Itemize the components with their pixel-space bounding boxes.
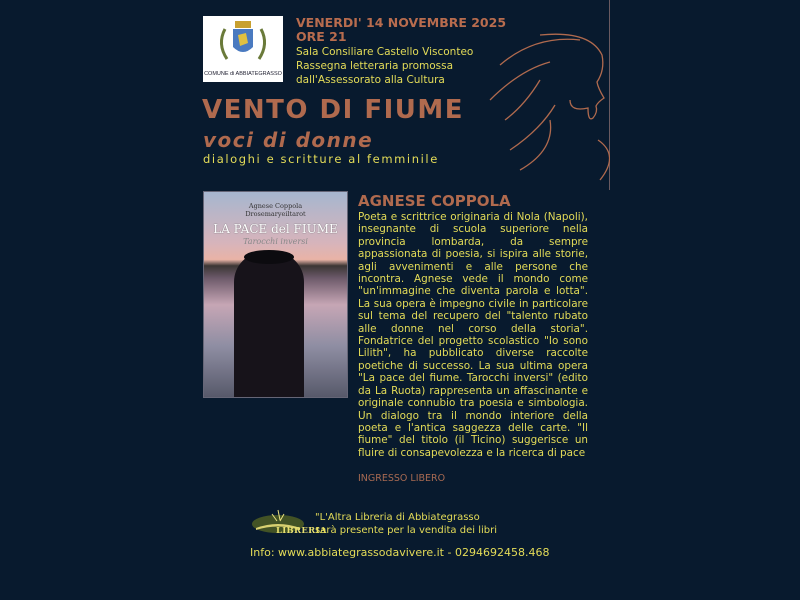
cover-subtitle: Tarocchi inversi: [243, 237, 308, 246]
event-venue: Sala Consiliare Castello Visconteo: [296, 46, 474, 58]
cover-hat: [244, 250, 294, 264]
bookshop-note: [315, 511, 497, 537]
cover-figure: [234, 252, 304, 398]
author-name: AGNESE COPPOLA: [358, 192, 511, 210]
coat-of-arms-icon: [213, 19, 273, 67]
municipality-logo: [203, 16, 283, 82]
event-date: VENERDI' 14 NOVEMBRE 2025: [296, 15, 507, 30]
cover-title: LA PACE del FIUME: [213, 222, 338, 236]
event-venue-block: [296, 45, 473, 87]
info-line: Info: www.abbiategrassodavivere.it - 0294692458.468: [250, 546, 550, 559]
event-datetime: [296, 16, 506, 44]
event-time: ORE 21: [296, 29, 347, 44]
bookshop-line-1: "L'Altra Libreria di Abbiategrasso: [315, 512, 480, 523]
book-cover: [203, 191, 348, 398]
promo-line-1: Rassegna letteraria promossa: [296, 60, 454, 72]
series-subtitle: voci di donne: [203, 128, 374, 152]
bookshop-logo-text: LIBRERIA: [276, 526, 327, 536]
series-title: VENTO DI FIUME: [202, 95, 465, 125]
entry-note: INGRESSO LIBERO: [358, 473, 446, 484]
author-bio: Poeta e scrittrice originaria di Nola (Napoli), insegnante di scuola superiore nella provincia lombarda, da sempre appassionata di poesia, si ispira alle storie, agli avvenimenti e alle persone che incontra. Agnese vede il mondo come "un'immagine che diventa parola e lotta". La sua opera è impegno civile in particolare sul tema del recupero del "talento rubato alle donne nel corso della storia". Fondatrice del progetto scolastico "Io sono Lilith", ha pubblicato diverse raccolte poetiche di successo. La sua ultima opera "La pace del fiume. Tarocchi inversi" (edito da La Ruota) rappresenta un affascinante e originale connubio tra poesia e simbologia. Un dialogo tra il mondo interiore della poeta e l'antica saggezza delle carte. "Il fiume" del titolo (il Ticino) suggerisce un fluire di consapevolezza e la ricerca di pace: [358, 211, 588, 459]
logo-caption: COMUNE di ABBIATEGRASSO: [204, 71, 282, 77]
bookshop-line-2: sarà presente per la vendita dei libri: [315, 525, 497, 536]
woman-profile-illustration: [480, 10, 610, 185]
cover-author: Agnese Coppola: [248, 202, 303, 210]
cover-coauthor: Drosemaryeiltarot: [245, 210, 306, 218]
promo-line-2: dall'Assessorato alla Cultura: [296, 74, 445, 86]
series-tagline: dialoghi e scritture al femminile: [203, 152, 439, 166]
cover-authors: [204, 202, 347, 218]
